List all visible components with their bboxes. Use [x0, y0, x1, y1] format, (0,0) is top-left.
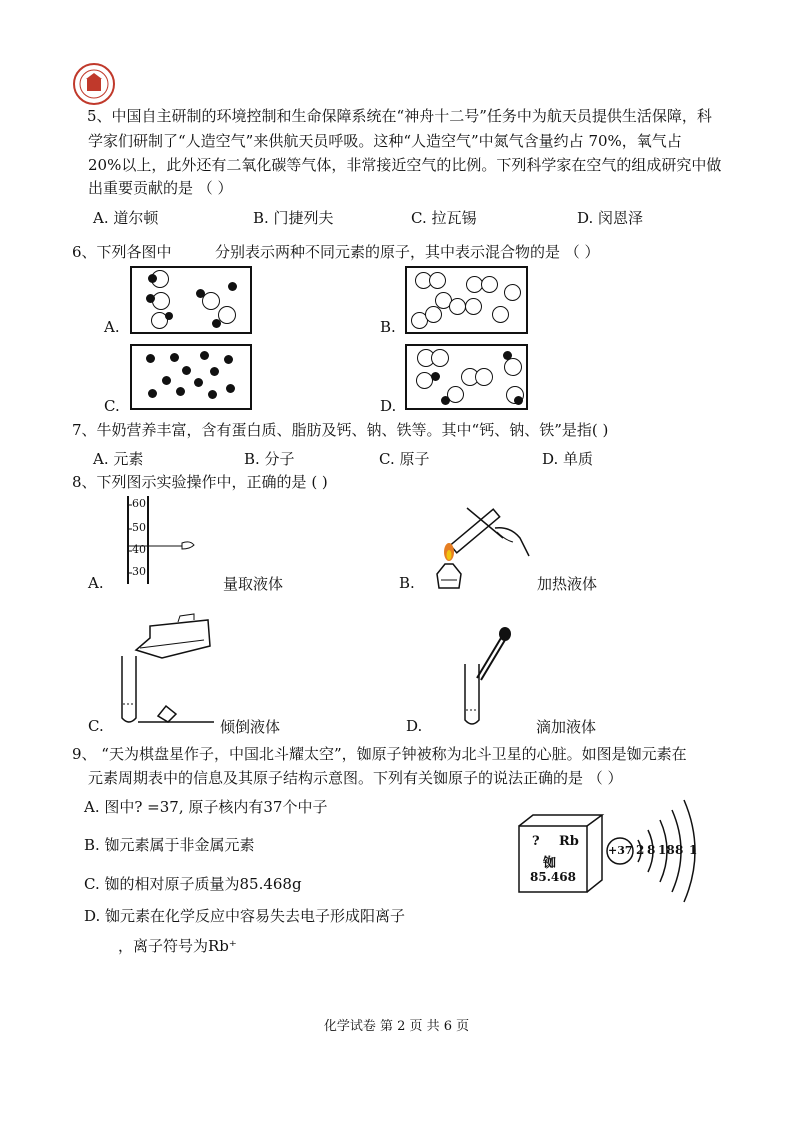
q9-option-b: B. 铷元素属于非金属元素: [84, 836, 255, 854]
q9-option-a: A. 图中? =37, 原子核内有37个中子: [84, 798, 328, 816]
q6-stem-suffix: 分别表示两种不同元素的原子，其中表示混合物的是 （ ）: [215, 243, 600, 261]
q8-label-a: A.: [88, 574, 104, 592]
q6-diagram-d: [405, 344, 528, 410]
q8-diagram-pouring: [118, 618, 218, 728]
q9-option-c: C. 铷的相对原子质量为85.468g: [84, 875, 302, 893]
q7-option-d: D. 单质: [542, 450, 594, 468]
q6-diagram-a: [130, 266, 252, 334]
shell-2-electrons: 8: [647, 843, 656, 857]
q5-line-4: 出重要贡献的是 （ ）: [88, 179, 233, 197]
q5-option-c: C. 拉瓦锡: [411, 209, 477, 227]
element-name: 铷: [543, 856, 557, 871]
cylinder-tick-50: 50: [132, 521, 146, 534]
cylinder-tick-40: 40: [132, 543, 146, 556]
q8-stem: 8、下列图示实验操作中，正确的是 ( ): [72, 473, 328, 491]
nucleus-charge: +37: [608, 844, 633, 857]
q6-stem-prefix: 6、下列各图中: [72, 243, 172, 261]
q6-diagram-c: [130, 344, 252, 410]
shell-1-electrons: 2: [636, 843, 645, 857]
q8-diagram-heating: [425, 498, 535, 594]
q8-diagram-dropper: [455, 620, 515, 730]
q8-caption-b: 加热液体: [537, 575, 598, 593]
q7-stem: 7、牛奶营养丰富，含有蛋白质、脂肪及钙、钠、铁等。其中“钙、钠、铁”是指( ): [72, 421, 609, 439]
q5-line-2: 学家们研制了“人造空气”来供航天员呼吸。这种“人造空气”中氮气含量约占 70%，氧气占: [88, 132, 682, 150]
q5-line-1: 5、中国自主研制的环境控制和生命保障系统在“神舟十二号”任务中为航天员提供生活保障，科: [87, 107, 712, 125]
q9-line-2: 元素周期表中的信息及其原子结构示意图。下列有关铷原子的说法正确的是 （ ）: [88, 769, 623, 787]
q8-diagram-cylinder: [120, 494, 210, 586]
q8-label-b: B.: [399, 574, 415, 592]
periodic-table-cell: [518, 814, 604, 894]
q9-option-d-continued: ，离子符号为Rb⁺: [118, 937, 237, 955]
page-footer: 化学试卷 第 2 页 共 6 页: [323, 1019, 470, 1034]
element-mass: 85.468: [530, 870, 576, 884]
q5-option-d: D. 闵恩泽: [577, 209, 644, 227]
q6-label-b: B.: [380, 318, 396, 336]
atomic-structure-diagram: [606, 796, 716, 906]
shell-3-electrons: 18: [658, 843, 675, 857]
q6-label-a: A.: [104, 318, 120, 336]
q7-option-a: A. 元素: [93, 450, 144, 468]
q5-line-3: 20%以上，此外还有二氧化碳等气体，非常接近空气的比例。下列科学家在空气的组成研究中做: [88, 156, 722, 174]
q7-option-b: B. 分子: [244, 450, 295, 468]
q6-label-c: C.: [104, 397, 120, 415]
q8-caption-a: 量取液体: [223, 575, 284, 593]
q6-label-d: D.: [380, 397, 397, 415]
q5-option-b: B. 门捷列夫: [253, 209, 334, 227]
shell-4-electrons: 8: [675, 843, 684, 857]
cylinder-tick-30: 30: [132, 565, 146, 578]
q6-diagram-b: [405, 266, 528, 334]
q9-option-d: D. 铷元素在化学反应中容易失去电子形成阳离子: [84, 907, 406, 925]
element-symbol: Rb: [559, 834, 579, 849]
q7-option-c: C. 原子: [379, 450, 430, 468]
q8-label-d: D.: [406, 717, 423, 735]
q5-option-a: A. 道尔顿: [93, 209, 159, 227]
cylinder-tick-60: 60: [132, 497, 146, 510]
q8-caption-d: 滴加液体: [536, 718, 597, 736]
q9-line-1: 9、 “天为棋盘星作子，中国北斗耀太空”，铷原子钟被称为北斗卫星的心脏。如图是铷元素在: [72, 745, 687, 763]
q8-label-c: C.: [88, 717, 104, 735]
shell-5-electrons: 1: [689, 843, 698, 857]
q8-caption-c: 倾倒液体: [220, 718, 281, 736]
element-number: ?: [532, 834, 540, 849]
school-logo: [72, 62, 116, 106]
